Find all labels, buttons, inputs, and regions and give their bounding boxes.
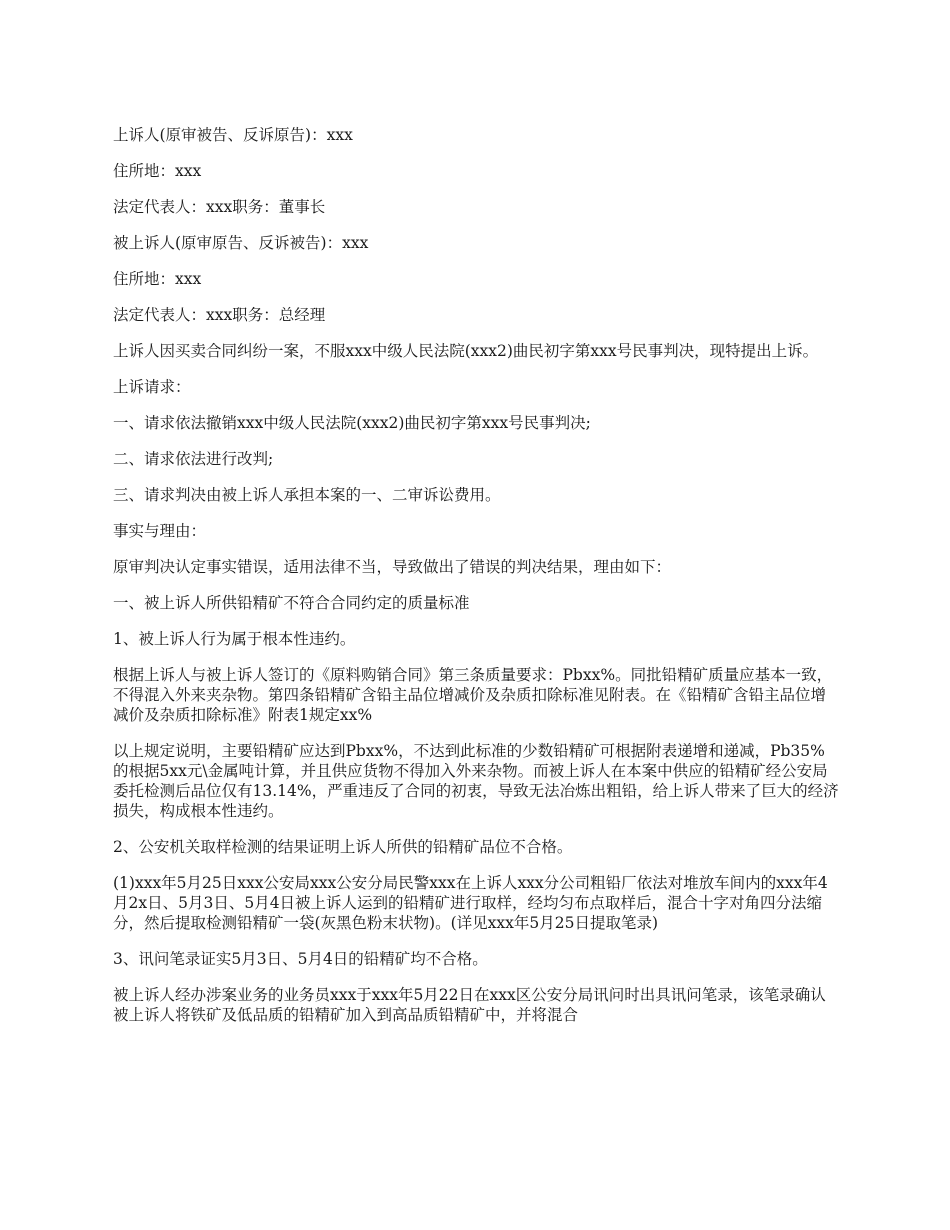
request-item-3: 三、请求判决由被上诉人承担本案的一、二审诉讼费用。 [113, 486, 501, 504]
subsection-heading-1: 1、被上诉人行为属于根本性违约。 [113, 630, 356, 648]
body-paragraph: (1)xxx年5月25日xxx公安局xxx公安分局民警xxx在上诉人xxx分公司粗铅厂依法对堆放车间内的xxx年4月2x日、5月3日、5月4日被上诉人运到的铅精矿进行取样，经均匀布点取样后，混合十字对角四分法缩分，然后提取检测铅精矿一袋(灰黑色粉末状物)。(详见xxx年5月25日提取笔录) [113, 874, 828, 932]
request-item-2: 二、请求依法进行改判; [113, 450, 274, 468]
appellee-address: 住所地：xxx [113, 270, 202, 288]
appellant-address: 住所地：xxx [113, 162, 202, 180]
facts-reasons-heading: 事实与理由： [113, 522, 207, 540]
subsection-heading-3: 3、讯问笔录证实5月3日、5月4日的铅精矿均不合格。 [113, 950, 488, 968]
facts-intro: 原审判决认定事实错误，适用法律不当，导致做出了错误的判决结果，理由如下： [113, 558, 672, 576]
body-paragraph: 被上诉人经办涉案业务的业务员xxx于xxx年5月22日在xxx区公安分局讯问时出具讯问笔录，该笔录确认被上诉人将铁矿及低品质的铅精矿加入到高品质铅精矿中，并将混合 [113, 986, 826, 1024]
appellee-representative: 法定代表人：xxx职务：总经理 [113, 306, 326, 324]
body-paragraph: 根据上诉人与被上诉人签订的《原料购销合同》第三条质量要求：Pbxx%。同批铅精矿质量应基本一致，不得混入外来夹杂物。第四条铅精矿含铅主品位增减价及杂质扣除标准见附表。在《铅精矿含铅主品位增减价及杂质扣除标准》附表1规定xx% [113, 666, 833, 724]
appellant-line: 上诉人(原审被告、反诉原告)：xxx [113, 126, 353, 144]
appellant-representative: 法定代表人：xxx职务：董事长 [113, 198, 326, 216]
section-heading-1: 一、被上诉人所供铅精矿不符合合同约定的质量标准 [113, 594, 470, 612]
subsection-heading-2: 2、公安机关取样检测的结果证明上诉人所供的铅精矿品位不合格。 [113, 838, 573, 856]
document-body [113, 125, 840, 1041]
request-item-1: 一、请求依法撤销xxx中级人民法院(xxx2)曲民初字第xxx号民事判决; [113, 414, 591, 432]
appeal-requests-heading: 上诉请求： [113, 378, 191, 396]
appellee-line: 被上诉人(原审原告、反诉被告)：xxx [113, 234, 369, 252]
body-paragraph: 以上规定说明，主要铅精矿应达到Pbxx%，不达到此标准的少数铅精矿可根据附表递增和递减，Pb35%的根据5xx元\金属吨计算，并且供应货物不得加入外来杂物。而被上诉人在本案中供应的铅精矿经公安局委托检测后品位仅有13.14%，严重违反了合同的初衷，导致无法冶炼出粗铅，给上诉人带来了巨大的经济损失，构成根本性违约。 [113, 742, 839, 820]
appeal-statement: 上诉人因买卖合同纠纷一案，不服xxx中级人民法院(xxx2)曲民初字第xxx号民事判决，现特提出上诉。 [113, 342, 819, 360]
